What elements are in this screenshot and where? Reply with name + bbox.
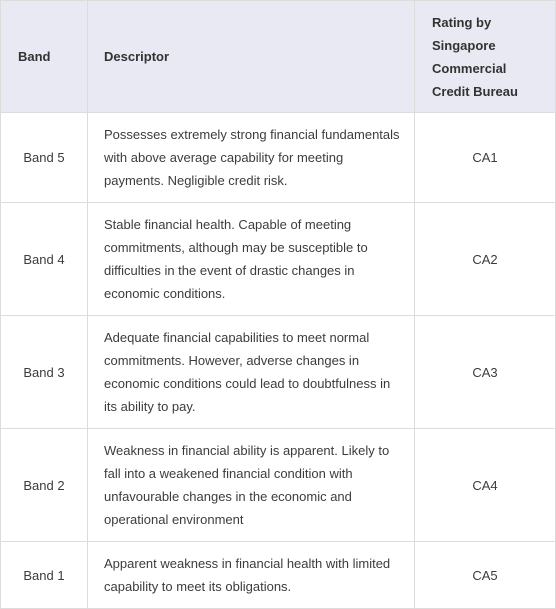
table-body [1, 113, 556, 609]
header-row [1, 1, 556, 113]
header-descriptor: Descriptor [88, 1, 415, 113]
table-header [1, 1, 556, 113]
rating-cell: CA1 [415, 113, 556, 203]
descriptor-cell: Possesses extremely strong financial fundamentals with above average capability for meeting payments. Negligible credit risk. [88, 113, 415, 203]
table-row [1, 542, 556, 609]
table-row [1, 203, 556, 316]
rating-cell: CA3 [415, 316, 556, 429]
rating-cell: CA2 [415, 203, 556, 316]
band-cell: Band 3 [1, 316, 88, 429]
header-band: Band [1, 1, 88, 113]
descriptor-cell: Weakness in financial ability is apparent. Likely to fall into a weakened financial condition with unfavourable changes in the economic and operational environment [88, 429, 415, 542]
descriptor-cell: Apparent weakness in financial health with limited capability to meet its obligations. [88, 542, 415, 609]
band-cell: Band 5 [1, 113, 88, 203]
table-row [1, 429, 556, 542]
descriptor-cell: Stable financial health. Capable of meeting commitments, although may be susceptible to difficulties in the event of drastic changes in economic conditions. [88, 203, 415, 316]
rating-cell: CA5 [415, 542, 556, 609]
band-cell: Band 2 [1, 429, 88, 542]
descriptor-cell: Adequate financial capabilities to meet normal commitments. However, adverse changes in economic conditions could lead to doubtfulness in its ability to pay. [88, 316, 415, 429]
table-row [1, 113, 556, 203]
band-cell: Band 4 [1, 203, 88, 316]
table-row [1, 316, 556, 429]
band-cell: Band 1 [1, 542, 88, 609]
header-rating: Rating by Singapore Commercial Credit Bureau [415, 1, 556, 113]
rating-cell: CA4 [415, 429, 556, 542]
